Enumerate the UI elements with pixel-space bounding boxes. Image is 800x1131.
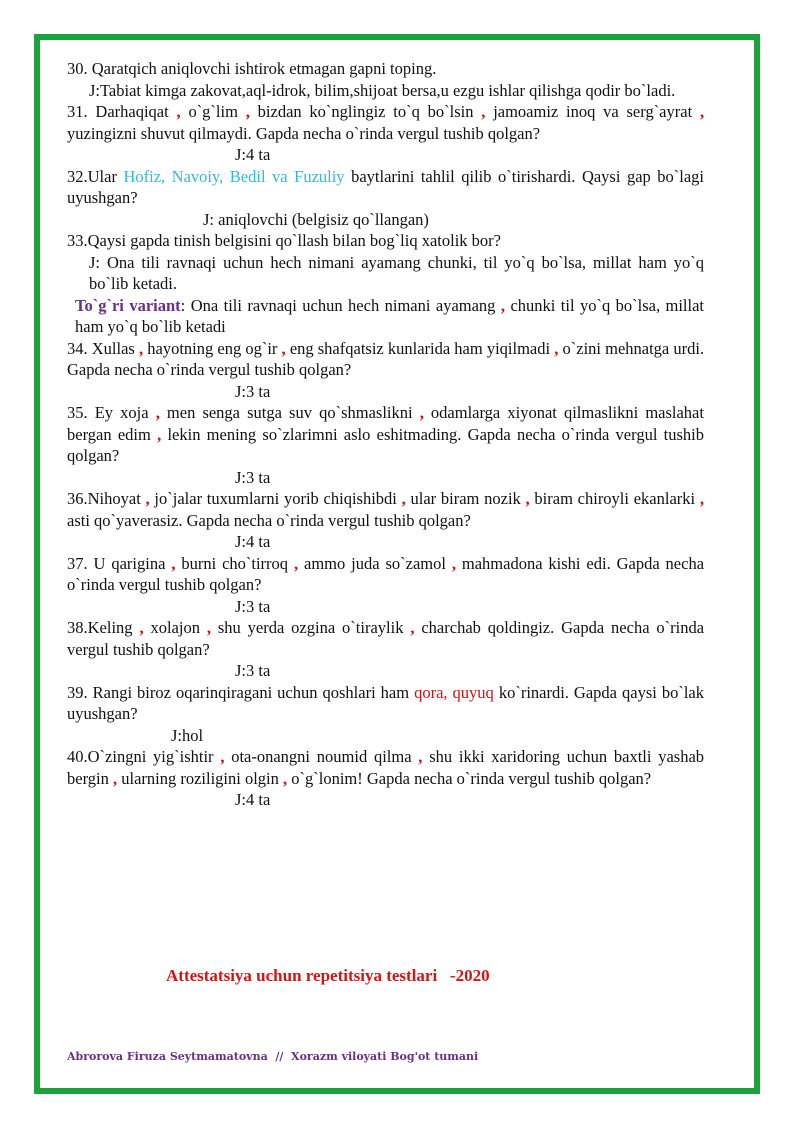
answer-31: J:4 ta xyxy=(235,145,271,164)
uyushgan-names: Hofiz, Navoiy, Bedil va Fuzuliy xyxy=(123,166,345,186)
question-34: 34. Xullas , hayotning eng og`ir , eng shafqatsiz kunlarida ham yiqilmadi , o`zini mehnatga urdi. Gapda necha o`rinda vergul tushib qolgan? xyxy=(67,338,705,379)
question-32: 32.Ular Hofiz, Navoiy, Bedil va Fuzuliy baytlarini tahlil qilib o`tirishardi. Qaysi gap bo`lagi uyushgan? xyxy=(67,166,705,207)
uyushgan-words: qora, quyuq xyxy=(414,682,494,702)
answer-37: J:3 ta xyxy=(235,596,271,616)
question-30: 30. Qaratqich aniqlovchi ishtirok etmagan gapni toping. xyxy=(67,59,437,78)
question-39: 39. Rangi biroz oqarinqiragani uchun qoshlari ham qora, quyuq ko`rinardi. Gapda qaysi bo`lak uyushgan? xyxy=(67,682,704,723)
answer-38: J:3 ta xyxy=(235,661,271,680)
question-31: 31. Darhaqiqat , o`g`lim , bizdan ko`nglingiz to`q bo`lsin , jamoamiz inoq va serg`ayrat , yuzingizni shuvut qilmaydi. Gapda necha o`rinda vergul tushib qolgan? xyxy=(67,102,705,143)
question-38: 38.Keling , xolajon , shu yerda ozgina o`tiraylik , charchab qoldingiz. Gapda necha o`rinda vergul tushib qolgan? xyxy=(67,618,705,659)
footer-author: Abrorova Firuza Seytmamatovna // Xorazm viloyati Bog'ot tumani xyxy=(67,1050,479,1063)
question-37: 37. U qarigina , burni cho`tirroq , ammo juda so`zamol , mahmadona kishi edi. Gapda necha o`rinda vergul tushib qolgan? xyxy=(67,553,705,594)
answer-30: J:Tabiat kimga zakovat,aql-idrok, bilim,shijoat bersa,u ezgu ishlar qilishga qodir bo`ladi. xyxy=(89,80,676,100)
footer-title: Attestatsiya uchun repetitsiya testlari -2020 xyxy=(166,966,490,985)
answer-35: J:3 ta xyxy=(235,467,271,487)
answer-36: J:4 ta xyxy=(235,532,271,551)
question-35: 35. Ey xoja , men senga sutga suv qo`shmaslikni , odamlarga xiyonat qilmaslikni maslahat bergan edim , lekin mening so`zlarimni aslo eshitmading. Gapda necha o`rinda vergul tushib qolgan? xyxy=(67,403,704,465)
answer-32: J: aniqlovchi (belgisiz qo`llangan) xyxy=(203,209,429,229)
answer-33: J: Ona tili ravnaqi uchun hech nimani ayamang chunki, til yo`q bo`lsa, millat ham yo`q bo`lib ketadi. xyxy=(89,252,704,293)
answer-40: J:4 ta xyxy=(235,790,271,809)
question-33: 33.Qaysi gapda tinish belgisini qo`llash bilan bog`liq xatolik bor? xyxy=(67,231,501,250)
correct-variant-label: To`g`ri variant xyxy=(75,295,181,315)
question-40: 40.O`zingni yig`ishtir , ota-onangni noumid qilma , shu ikki xaridoring uchun baxtli yashab bergin , ularning roziligini olgin , o`g`lonim! Gapda necha o`rinda vergul tushib qolgan? xyxy=(67,747,705,788)
correct-variant-33: To`g`ri variant: Ona tili ravnaqi uchun hech nimani ayamang , chunki til yo`q bo`lsa, millat ham yo`q bo`lib ketadi xyxy=(75,295,705,336)
answer-34: J:3 ta xyxy=(235,381,271,401)
answer-39: J:hol xyxy=(171,725,204,745)
test-questions xyxy=(67,58,704,811)
question-36: 36.Nihoyat , jo`jalar tuxumlarni yorib chiqishibdi , ular biram nozik , biram chiroyli ekanlarki , asti qo`yaverasiz. Gapda necha o`rinda vergul tushib qolgan? xyxy=(67,489,704,530)
